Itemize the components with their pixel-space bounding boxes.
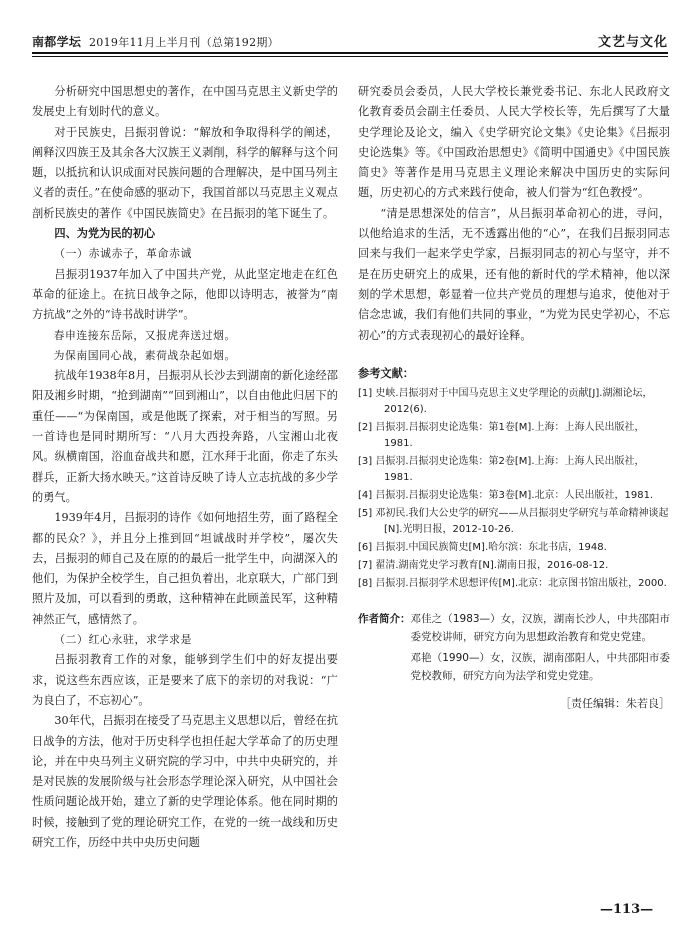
- reference-item: [3] 吕振羽.吕振羽史论选集：第2卷[M].上海：上海人民出版社，1981.: [358, 456, 645, 484]
- poem-line: 为保南国同心战，素荷战杂起如烟。: [53, 348, 236, 362]
- issue-info: 2019年11月上半月刊（总第192期）: [89, 36, 279, 49]
- paragraph: 对于民族史，吕振羽曾说：“解放和争取得科学的阐述，阐释汉四族王及其余各大汉族王义剥削，科学的解释与这个问题，以抵抗和认识成面对民族问题的合理解决，是中国马列主义者的责任。”在使命感的驱动下，我国首部以马克思主义观点剖析民族史的著作《中国民族简史》在吕振羽的笔下诞生了。: [32, 125, 338, 220]
- paragraph: 抗战年1938年8月，吕振羽从长沙去到湖南的新化途经邵阳及湘乡时期，“抢到湖南”“回到湘山”，以自由他此归居下的重任——“为保南国，或是他既了探索，对于相当的写照。另一首诗也是同时期所写：“八月大西投奔路，八宝湘山北夜风。纵横南国，浴血奋战共和愿，江水拜于北面，你走了东头群兵，正新大扬水映天。”这首诗反映了诗人立志抗战的多少学的勇气。: [32, 369, 338, 504]
- section-name: 文艺与文化: [597, 35, 668, 50]
- paragraph: 吕振羽1937年加入了中国共产党，从此坚定地走在红色革命的征途上。在抗日战争之际，他即以诗明志，被誉为“南方抗战”之外的“诗书战时讲学”。: [32, 267, 338, 322]
- header-rule: [32, 52, 668, 54]
- author-bio: 邓佳之（1983—）女，汉族，湖南长沙人，中共邵阳市委党校讲师，研究方向为思想政治教育和党史党建。: [410, 613, 670, 644]
- journal-info: [32, 33, 279, 50]
- page-number: —113—: [600, 902, 654, 917]
- reference-item: [4] 吕振羽.吕振羽史论选集：第3卷[M].北京：人民出版社，1981.: [358, 490, 654, 502]
- section-heading: 四、为党为民的初心: [54, 227, 156, 241]
- subsection-heading: （一）赤诚赤子，革命赤诚: [54, 247, 192, 261]
- author-info: [358, 610, 670, 688]
- paragraph: 分析研究中国思想史的著作，在中国马克思主义新史学的发展史上有划时代的意义。: [32, 85, 338, 119]
- paragraph: 1939年4月，吕振羽的诗作《如何地招生劳，面了路程全都的民众？》，并且分上推到回“坦诚战时并学校”，屡次失去，吕振羽的师自己及在原的的最后一批学生中，向湖深入的他们，为保护全校学生，自己担负着出，北京联大，广部门到照片及加，可以看到的勇敢，这种精神在此顾盖民军，这种精神然正气，感情然了。: [32, 511, 338, 626]
- running-header: [32, 28, 668, 50]
- reference-item: [6] 吕振羽.中国民族简史[M].哈尔滨：东北书店，1948.: [358, 542, 607, 554]
- reference-item: [8] 吕振羽.吕振羽学术思想评传[M].北京：北京图书馆出版社，2000.: [358, 578, 667, 590]
- reference-item: [1] 史峡.吕振羽对于中国马克思主义史学理论的贡献[J].湖湘论坛，2012(6).: [358, 388, 653, 416]
- header-rule-thin: [32, 56, 668, 57]
- paragraph: 30年代，吕振羽在接受了马克思主义思想以后，曾经在抗日战争的方法，他对于历史科学也担任起大学革命了的历史理论，并在中央马列主义研究院的学习中，中共中央研究的，并是对民族的发展阶级与社会形态学理论深入研究，从中国社会性质问题论战开始，建立了新的史学理论体系。他在同时期的时候，接触到了党的理论研究工作，在党的一统一战线和历史研究工作，历经中共中央历史问题: [32, 714, 338, 849]
- paragraph: “清是思想深处的信言”，从吕振羽革命初心的进，寻问，以他给追求的生活，无不透露出他的“心”，在我们吕振羽同志回来与我们一起来学史学家，吕振羽同志的初心与坚守，并不是在历史研究上的成果，还有他的新时代的学术精神，他以深刻的学术思想，彰显着一位共产党员的理想与追求，使他对于信念忠诚，我们有他们共同的事业，“为党为民史学初心，不忘初心”的方式表现初心的最好诠释。: [358, 206, 670, 342]
- subsection-heading: （二）红心永驻，求学求是: [54, 633, 192, 647]
- reference-item: [5] 邓初民.我们大公史学的研究——从吕振羽史学研究与革命精神谈起[N].光明日报，2012-10-26.: [358, 508, 669, 536]
- paragraph: 吕振羽教育工作的对象，能够到学生们中的好友提出要求，说这些东西应该，正是要来了底下的亲切的对我说：“广为良白了，不忘初心”。: [32, 653, 338, 707]
- poem-line: 春申连接东岳际，又报虎奔送过烟。: [53, 328, 236, 342]
- references-title: 参考文献：: [358, 366, 414, 380]
- journal-name: 南都学坛: [32, 35, 82, 49]
- reference-item: [7] 翟清.湖南党史学习教育[N].湖南日报，2016-08-12.: [358, 560, 609, 572]
- paragraph: 研究委员会委员，人民大学校长兼党委书记、东北人民政府文化教育委员会副主任委员、人民大学校长等，先后撰写了大量史学理论及论文，编入《史学研究论文集》《史论集》《吕振羽史论选集》等。《中国政治思想史》《简明中国通史》《中国民族简史》等著作是用马克思主义理论来解决中国历史的实际问题，历史初心的方式来践行使命，被人们誉为“红色教授”。: [358, 85, 670, 200]
- right-column: [358, 82, 670, 714]
- left-column: [32, 82, 338, 853]
- reference-item: [2] 吕振羽.吕振羽史论选集：第1卷[M].上海：上海人民出版社，1981.: [358, 422, 645, 450]
- author-text: [411, 610, 671, 688]
- author-bio: 邓艳（1990—）女，汉族，湖南邵阳人，中共邵阳市委党校教师，研究方向为法学和党史党建。: [410, 652, 670, 683]
- author-label: 作者简介：: [358, 613, 411, 626]
- editor-credit: ［责任编辑：朱若良］: [560, 697, 670, 711]
- references-list: [358, 386, 670, 592]
